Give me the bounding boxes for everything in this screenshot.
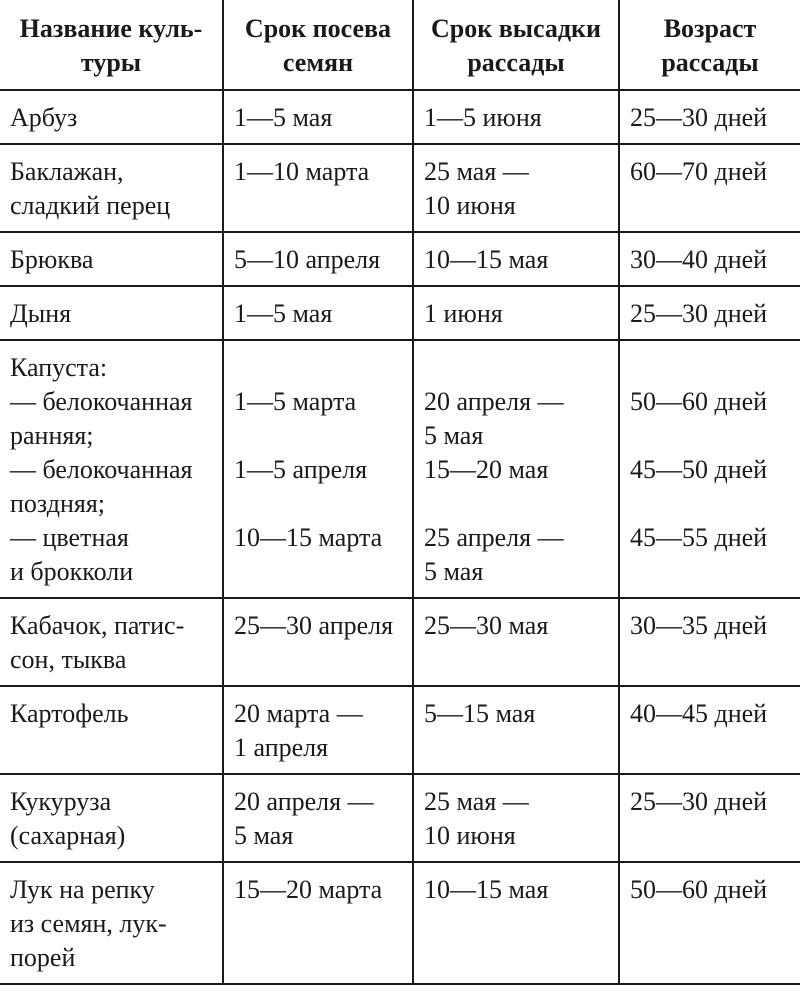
table-row xyxy=(0,686,800,774)
cell-planting-date xyxy=(413,598,619,686)
cell-line: 25—30 дней xyxy=(630,299,768,328)
header-planting-date: Срок высадки рассады xyxy=(413,0,619,90)
cell-line: 20 апреля — xyxy=(424,387,564,416)
cell-line: 50—60 дней xyxy=(630,387,768,416)
cell-sowing-date xyxy=(223,286,413,340)
cell-seedling-age xyxy=(619,286,800,340)
cell-line: и брокколи xyxy=(10,557,134,586)
table-row xyxy=(0,286,800,340)
cell-line: 5 мая xyxy=(234,821,294,850)
cell-line: 25 мая — xyxy=(424,787,529,816)
cell-line: 1—5 апреля xyxy=(234,455,368,484)
cell-seedling-age xyxy=(619,144,800,232)
cell-line: Баклажан, xyxy=(10,157,124,186)
cell-line: 30—40 дней xyxy=(630,245,768,274)
table-row xyxy=(0,862,800,984)
cell-planting-date xyxy=(413,286,619,340)
blank-line xyxy=(234,351,404,385)
cell-line: 25—30 апреля xyxy=(234,611,394,640)
cell-planting-date xyxy=(413,774,619,862)
cell-planting-date xyxy=(413,686,619,774)
cell-planting-date xyxy=(413,90,619,144)
table-row xyxy=(0,774,800,862)
cell-line: — белокочанная xyxy=(10,455,193,484)
cell-line: Брюква xyxy=(10,245,94,274)
cell-sowing-date xyxy=(223,598,413,686)
cell-planting-date xyxy=(413,232,619,286)
cell-seedling-age xyxy=(619,598,800,686)
cell-crop-name xyxy=(0,340,223,598)
blank-line xyxy=(234,487,404,521)
cell-sowing-date xyxy=(223,862,413,984)
cell-sowing-date xyxy=(223,340,413,598)
cell-crop-name xyxy=(0,232,223,286)
table-row xyxy=(0,598,800,686)
cell-line: 25 апреля — xyxy=(424,523,564,552)
blank-line xyxy=(424,487,610,521)
cell-seedling-age xyxy=(619,340,800,598)
cell-line: ранняя; xyxy=(10,421,94,450)
header-crop-name: Название куль- туры xyxy=(0,0,223,90)
cell-line: 1—5 июня xyxy=(424,103,542,132)
cell-line: из семян, лук- xyxy=(10,909,167,938)
table-row xyxy=(0,144,800,232)
cell-line: Кукуруза xyxy=(10,787,112,816)
cell-line: 45—50 дней xyxy=(630,455,768,484)
cell-crop-name xyxy=(0,144,223,232)
cell-crop-name xyxy=(0,862,223,984)
cell-line: 25 мая — xyxy=(424,157,529,186)
cell-planting-date xyxy=(413,340,619,598)
cell-sowing-date xyxy=(223,232,413,286)
cell-planting-date xyxy=(413,144,619,232)
cell-line: 25—30 дней xyxy=(630,787,768,816)
cell-crop-name xyxy=(0,774,223,862)
cell-line: 15—20 мая xyxy=(424,455,549,484)
cell-crop-name xyxy=(0,598,223,686)
cell-line: порей xyxy=(10,943,76,972)
cell-line: 20 апреля — xyxy=(234,787,374,816)
cell-seedling-age xyxy=(619,686,800,774)
cell-line: сон, тыква xyxy=(10,645,127,674)
cell-line: 10 июня xyxy=(424,821,516,850)
cell-planting-date xyxy=(413,862,619,984)
cell-sowing-date xyxy=(223,144,413,232)
cell-line: Арбуз xyxy=(10,103,78,132)
header-seedling-age: Возраст рассады xyxy=(619,0,800,90)
cell-line: 60—70 дней xyxy=(630,157,768,186)
cell-line: 5 мая xyxy=(424,557,484,586)
cell-line: 30—35 дней xyxy=(630,611,768,640)
cell-line: Лук на репку xyxy=(10,875,155,904)
cell-seedling-age xyxy=(619,90,800,144)
blank-line xyxy=(424,351,610,385)
cell-line: 1 апреля xyxy=(234,733,329,762)
table-row xyxy=(0,90,800,144)
cell-seedling-age xyxy=(619,774,800,862)
cell-line: 10—15 марта xyxy=(234,523,383,552)
blank-line xyxy=(234,419,404,453)
cell-sowing-date xyxy=(223,774,413,862)
cell-line: Картофель xyxy=(10,699,129,728)
table-body xyxy=(0,90,800,984)
cell-line: сладкий перец xyxy=(10,191,171,220)
cell-line: 1—5 мая xyxy=(234,299,333,328)
cell-sowing-date xyxy=(223,686,413,774)
cell-line: 25—30 мая xyxy=(424,611,549,640)
cell-line: 5—10 апреля xyxy=(234,245,381,274)
cell-line: 1—10 марта xyxy=(234,157,370,186)
blank-line xyxy=(630,419,792,453)
cell-line: 10—15 мая xyxy=(424,875,549,904)
cell-crop-name xyxy=(0,286,223,340)
table-row xyxy=(0,340,800,598)
cell-line: — цветная xyxy=(10,523,129,552)
cell-line: Капуста: xyxy=(10,353,108,382)
cell-seedling-age xyxy=(619,232,800,286)
cell-crop-name xyxy=(0,686,223,774)
cell-line: 45—55 дней xyxy=(630,523,768,552)
header-sowing-date: Срок посева семян xyxy=(223,0,413,90)
cell-line: 1 июня xyxy=(424,299,503,328)
cell-line: Дыня xyxy=(10,299,72,328)
cell-line: 25—30 дней xyxy=(630,103,768,132)
cell-line: 40—45 дней xyxy=(630,699,768,728)
cell-line: 5—15 мая xyxy=(424,699,536,728)
blank-line xyxy=(630,487,792,521)
table-row xyxy=(0,232,800,286)
cell-line: 15—20 марта xyxy=(234,875,383,904)
cell-line: 1—5 мая xyxy=(234,103,333,132)
cell-line: 5 мая xyxy=(424,421,484,450)
cell-line: — белокочанная xyxy=(10,387,193,416)
cell-line: 10 июня xyxy=(424,191,516,220)
cell-line: 20 марта — xyxy=(234,699,363,728)
cell-line: 10—15 мая xyxy=(424,245,549,274)
cell-seedling-age xyxy=(619,862,800,984)
blank-line xyxy=(630,555,792,589)
cell-line: Кабачок, патис- xyxy=(10,611,185,640)
blank-line xyxy=(234,555,404,589)
cell-sowing-date xyxy=(223,90,413,144)
header-row xyxy=(0,0,800,90)
cell-line: 50—60 дней xyxy=(630,875,768,904)
cell-crop-name xyxy=(0,90,223,144)
cell-line: поздняя; xyxy=(10,489,105,518)
blank-line xyxy=(630,351,792,385)
cell-line: 1—5 марта xyxy=(234,387,357,416)
cell-line: (сахарная) xyxy=(10,821,126,850)
